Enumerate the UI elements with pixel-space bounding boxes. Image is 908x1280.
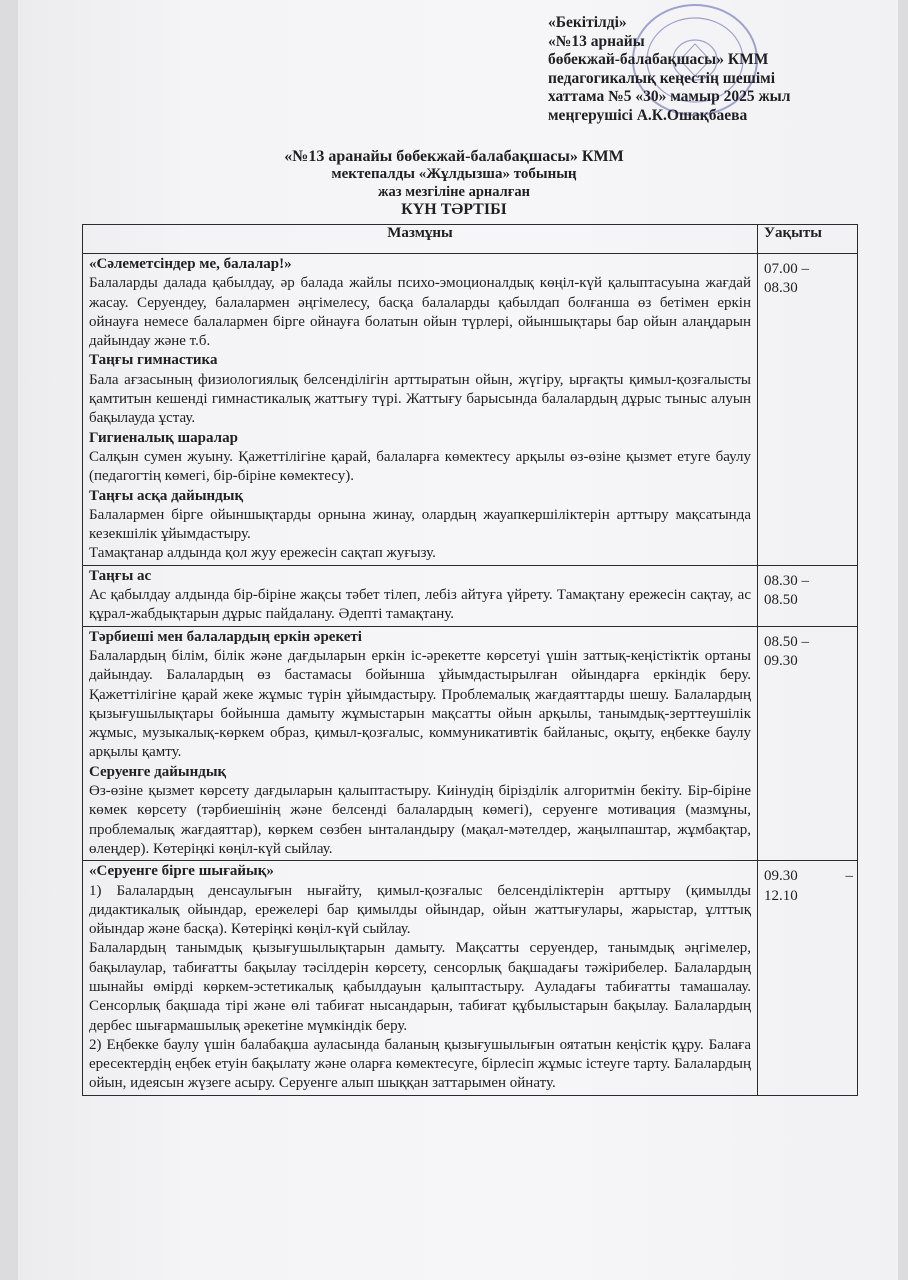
section-text: Балалармен бірге ойыншықтарды орнына жинау, олардың жауапкершіліктерін арттыру мақсатында кезекшілік ұйымдастыру. Тамақтанар алдында қол жуу ережесін сақтап жуғызу. xyxy=(89,506,751,562)
section-title: Таңғы гимнастика xyxy=(89,352,218,369)
table-row xyxy=(83,565,858,626)
row-time: 08.30 – 08.50 xyxy=(758,565,858,626)
row-content xyxy=(83,565,758,626)
title-group: мектепалды «Жұлдызша» тобының xyxy=(331,166,577,182)
title-organization: «№13 аранайы бөбекжай-балабақшасы» КММ xyxy=(284,148,624,165)
row-content xyxy=(83,626,758,861)
column-header-time: Уақыты xyxy=(758,225,858,254)
section-title: Гигиеналық шаралар xyxy=(89,429,238,446)
section-text: Салқын сумен жуыну. Қажеттілігіне қарай, балаларға көмектесу арқылы өз-өзіне қызмет етуге баулу (педагогтің көмегі, бір-біріне көмектесу). xyxy=(89,448,751,485)
row-content xyxy=(83,254,758,566)
time-start: 09.30 xyxy=(764,868,798,885)
time-end: 12.10 xyxy=(764,887,798,904)
approval-line: педагогикалық кеңестің шешімі xyxy=(548,69,776,87)
section-text: 1) Балалардың денсаулығын нығайту, қимыл-қозғалыс белсенділіктерін арттыру (қимылды дидактикалық ойындар, ережелері бар қимылды ойындар, ойын жаттығулары, жарыстар, ұлттық ойындар және басқа). Көтеріңкі көңіл-күй сыйлау. Балалардың танымдық қызығушылықтарын дамыту. Мақсатты серуендер, танымдық әңгімелер, бақылаулар, табиғатты бақылау тәсілдерін көрсету, сенсорлық бақшадағы тәжірибелер. Балалардың шынайы өмірді көркем-эстетикалық қабылдауын қалыптастыру. Ауладағы табиғатты тамашалау. Сенсорлық бақшада тірі және өлі табиғат нысандарын, табиғат құбылыстарын бақылау. Балалардың дербес шығармашылық әрекетіне мүмкіндік беру. 2) Еңбекке баулу үшін балабақша ауласында баланың қызығушылығын оятатын кеңістік құру. Балаға ересектердің еңбек етуін бақылату және оларға көмектесуге, бірлесіп жұмыс істеуге тарту. Балалардың ойын, идеясын жүзеге асыру. Серуенге алып шыққан заттарымен ойнату. xyxy=(89,882,751,1092)
table-row xyxy=(83,254,858,566)
section-text: Балаларды далада қабылдау, әр балада жайлы психо-эмоционалдық көңіл-күй қалыптасуына жағдай жасау. Серуендеу, балалармен әңгімелесу, басқа балаларды қабылдап болғанша өз бетімен еркін ойнауға немесе балалармен бірге ойнауға болатын ойын түрлері, ойыншықтары бар ойын алаңдарын дайындау және т.б. xyxy=(89,275,751,350)
table-row xyxy=(83,626,858,861)
approval-line: меңгерушісі А.К.Ошақбаева xyxy=(548,106,748,124)
title-season: жаз мезгіліне арналған xyxy=(378,184,530,200)
row-content xyxy=(83,861,758,1096)
row-time: 07.00 – 08.30 xyxy=(758,254,858,566)
section-title: Серуенге дайындық xyxy=(89,763,227,780)
table-header-row xyxy=(83,225,858,254)
section-title: Таңғы асқа дайындық xyxy=(89,487,244,504)
row-time: 08.50 – 09.30 xyxy=(758,626,858,861)
row-time xyxy=(758,861,858,1096)
section-text: Балалардың білім, білік және дағдыларын еркін іс-әрекетте көрсетуі үшін заттық-кеңістіктік ортаны дайындау. Балалардың өз бастамасы бойынша ұйымдастырылған ойындарға еркіндік беру. Қажеттілігіне қарай жеке жұмыс түрін ұйымдастыру. Проблемалық жағдаяттарды шешу. Балалардың қызығушылықтары бойынша дамыту жұмыстарын мақсатты ойын арқылы, танымдық-зерттеушілік жұмыс, музыкалық-көркем образ, қимыл-қозғалыс, коммуникативтік байланыс, оқыту, еңбекке баулу арқылы қамту. xyxy=(89,647,751,761)
approval-block xyxy=(548,14,878,126)
section-title: Таңғы ас xyxy=(89,567,152,584)
document-title xyxy=(0,148,908,218)
section-title: «Серуенге бірге шығайық» xyxy=(89,863,274,880)
title-daily-routine: КҮН ТӘРТІБІ xyxy=(401,201,507,218)
approval-line: бөбекжай-балабақшасы» КММ xyxy=(548,51,769,69)
section-text: Бала ағзасының физиологиялық белсенділігін арттыратын ойын, жүгіру, ырғақты қимыл-қозғалысты қамтитын кешенді гимнастикалық жаттығу түрі. Жаттығу барысында балалардың дұрыс тыныс алуын бақылауда ұстау. xyxy=(89,371,751,427)
column-header-content: Мазмұны xyxy=(83,225,758,254)
time-dash: – xyxy=(845,868,853,885)
approval-line: «Бекітілді» xyxy=(548,14,627,31)
section-text: Өз-өзіне қызмет көрсету дағдыларын қалыптастыру. Киінудің бірізділік алгоритмін бекіту. Бір-біріне көмек көрсету (тәрбиешінің және белсенді балалардың көмегі), серуенге мотивация (мазмұны, проблемалық жағдаяттар), көркем сөзбен ынталандыру (мақал-мәтелдер, жаңылпаштар, жұмбақтар, өлеңдер). Көтеріңкі көңіл-күй сыйлау. xyxy=(89,783,751,857)
table-row xyxy=(83,861,858,1096)
section-text: Ас қабылдау алдында бір-біріне жақсы тәбет тілеп, лебіз айтуға үйрету. Тамақтану ережесін сақтау, ас құрал-жабдықтарын дұрыс пайдалану. Әдепті тамақтану. xyxy=(89,587,751,623)
section-title: Тәрбиеші мен балалардың еркін әрекеті xyxy=(89,628,362,645)
section-title: «Сәлеметсіндер ме, балалар!» xyxy=(89,256,292,272)
approval-line: «№13 арнайы xyxy=(548,32,645,50)
approval-line: хаттама №5 «30» мамыр 2025 жыл xyxy=(548,88,791,106)
schedule-table xyxy=(82,224,858,1096)
time-range-start-line xyxy=(764,867,853,886)
